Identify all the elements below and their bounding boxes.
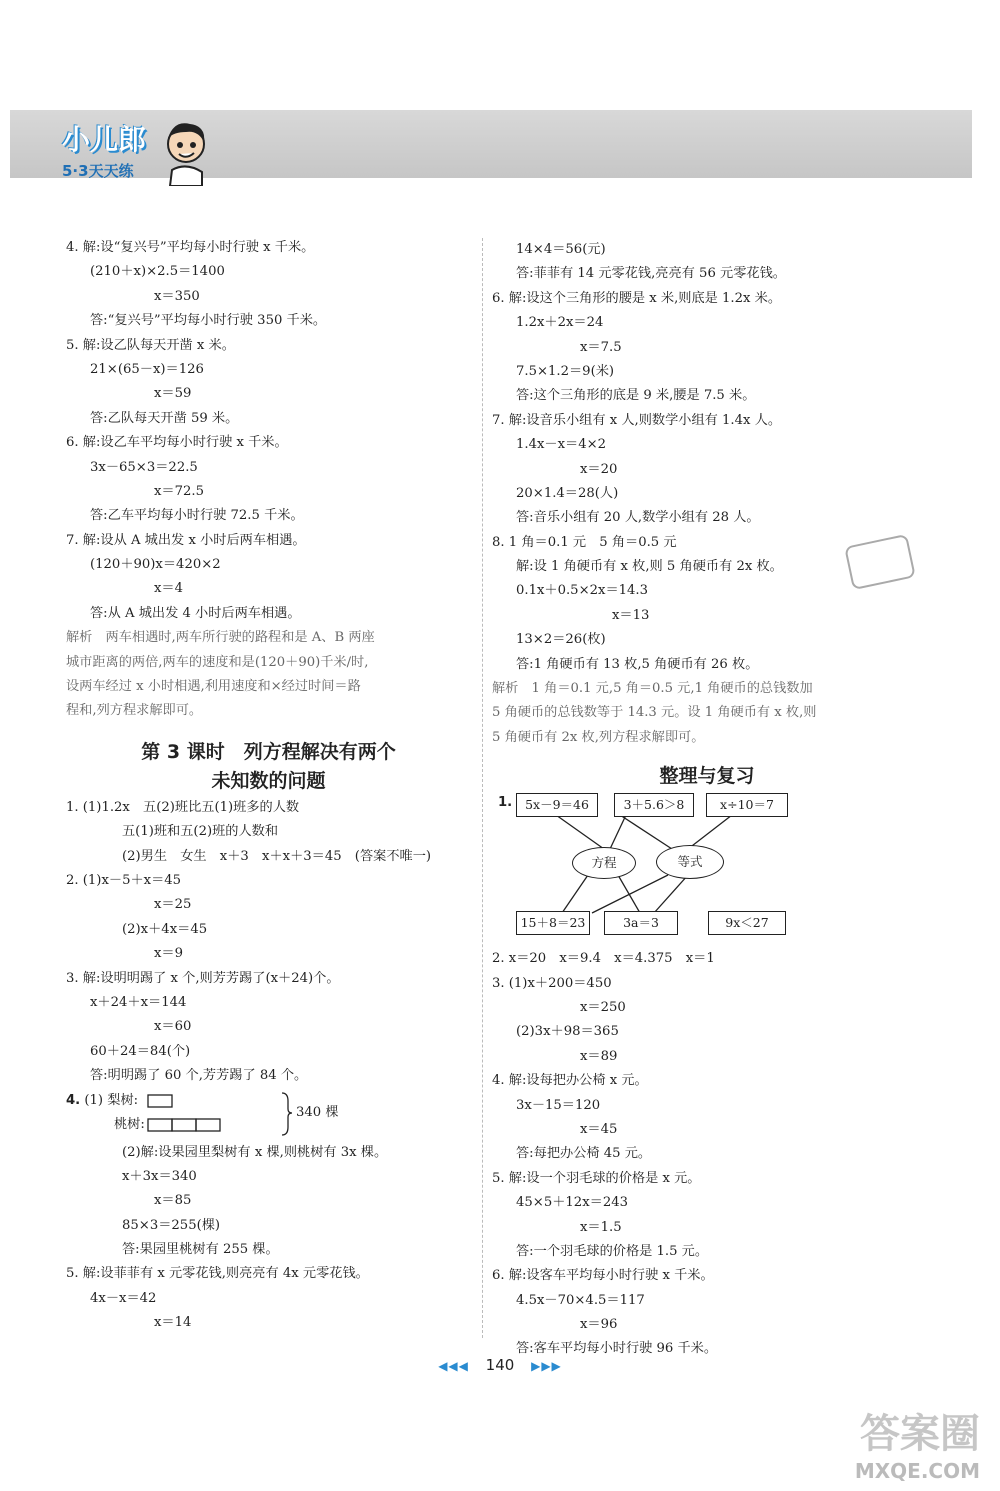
answer-line: 答:乙车平均每小时行驶 72.5 千米。: [90, 508, 304, 524]
q4-bars: [146, 1089, 296, 1141]
answer-line: 5. 解:设乙队每天开凿 x 米。: [66, 337, 235, 353]
answer-line: x＝45: [580, 1121, 618, 1137]
watermark: [855, 1402, 980, 1483]
answer-line: 答:乙队每天开凿 59 米。: [90, 410, 239, 426]
answer-line: x＝250: [580, 999, 626, 1015]
answer-line: x＝14: [154, 1315, 192, 1331]
diagram-bottom-1: 15＋8＝23: [516, 911, 590, 935]
answer-line: x＋24＋x＝144: [90, 994, 187, 1010]
answer-line: 6. 解:设乙车平均每小时行驶 x 千米。: [66, 435, 288, 451]
q4-label-pear: (1) 梨树:: [84, 1092, 139, 1108]
concept-diagram: [492, 791, 922, 947]
answer-line: x＋3x＝340: [122, 1168, 197, 1184]
answer-line: x＝20: [580, 461, 618, 477]
q4-total: 340 棵: [296, 1104, 339, 1120]
answer-line: x＝89: [580, 1048, 618, 1064]
answer-line: 程和,列方程求解即可。: [66, 703, 203, 719]
answer-line: 答:从 A 城出发 4 小时后两车相遇。: [90, 605, 301, 621]
answer-line: 答:这个三角形的底是 9 米,腰是 7.5 米。: [516, 388, 756, 404]
right-answers-a: [492, 238, 922, 750]
answer-line: 1.2x＋2x＝24: [516, 315, 604, 331]
prev-page-arrows[interactable]: ◀◀◀: [438, 1359, 469, 1373]
answer-line: 85×3＝255(棵): [122, 1217, 221, 1233]
answer-line: 3. (1)x＋200＝450: [492, 975, 612, 991]
answer-line: 城市距离的两倍,两车的速度和是(120＋90)千米/时,: [66, 654, 369, 670]
answer-line: x＝72.5: [154, 483, 204, 499]
answer-line: 五(1)班和五(2)班的人数和: [122, 824, 279, 840]
diagram-equation: 方程: [572, 847, 636, 879]
answer-line: (2)3x＋98＝365: [516, 1024, 619, 1040]
page-footer: [0, 1356, 1000, 1374]
answer-line: x＝25: [154, 897, 192, 913]
answer-line: x＝96: [580, 1317, 618, 1333]
answer-line: 0.1x＋0.5×2x＝14.3: [516, 583, 648, 599]
answer-line: 答:菲菲有 14 元零花钱,亮亮有 56 元零花钱。: [516, 266, 786, 282]
answer-line: 13×2＝26(枚): [516, 632, 606, 648]
answer-line: 3x－65×3＝22.5: [90, 459, 198, 475]
answer-line: x＝7.5: [580, 339, 622, 355]
mascot-icon: [162, 118, 210, 186]
q4-diagram: [66, 1089, 471, 1141]
lesson-heading: [66, 738, 471, 796]
answer-line: 45×5＋12x＝243: [516, 1195, 628, 1211]
answer-line: 7.5×1.2＝9(米): [516, 363, 615, 379]
answer-line: 2. x＝20 x＝9.4 x＝4.375 x＝1: [492, 951, 715, 967]
diagram-bottom-2: 3a＝3: [604, 911, 678, 935]
answer-line: (2)男生 女生 x＋3 x＋x＋3＝45 (答案不唯一): [122, 848, 432, 864]
page-number: 140: [485, 1356, 515, 1374]
answer-line: 5. 解:设菲菲有 x 元零花钱,则亮亮有 4x 元零花钱。: [66, 1266, 369, 1282]
q4-label-peach: 桃树:: [114, 1116, 145, 1132]
answer-line: (210＋x)×2.5＝1400: [90, 264, 225, 280]
diagram-equality: 等式: [656, 845, 724, 879]
answer-line: 答:音乐小组有 20 人,数学小组有 28 人。: [516, 510, 760, 526]
answer-line: x＝85: [154, 1193, 192, 1209]
answer-line: 6. 解:设这个三角形的腰是 x 米,则底是 1.2x 米。: [492, 290, 782, 306]
answer-line: 答:每把办公椅 45 元。: [516, 1146, 652, 1162]
answer-line: 解析 1 角＝0.1 元,5 角＝0.5 元,1 角硬币的总钱数加: [492, 681, 813, 697]
right-column: [492, 238, 922, 1362]
answer-line: 答:明明踢了 60 个,芳芳踢了 84 个。: [90, 1068, 308, 1084]
answer-line: 3x－15＝120: [516, 1097, 601, 1113]
diagram-top-3: x÷10＝7: [706, 793, 788, 817]
answer-line: 1.4x－x＝4×2: [516, 437, 607, 453]
answer-line: 答:“复兴号”平均每小时行驶 350 千米。: [90, 313, 327, 329]
column-divider: [482, 238, 483, 1338]
answer-line: x＝59: [154, 386, 192, 402]
q4-number: 4.: [66, 1092, 81, 1108]
answer-line: 4. 解:设“复兴号”平均每小时行驶 x 千米。: [66, 240, 315, 255]
watermark-url: MXQE.COM: [854, 1459, 980, 1483]
lesson-heading-line2: 未知数的问题: [211, 769, 326, 792]
answer-line: (2)x＋4x＝45: [122, 921, 208, 937]
answer-line: 60＋24＝84(个): [90, 1043, 191, 1059]
right-answers-b: [492, 947, 922, 1362]
answer-line: 4.5x－70×4.5＝117: [516, 1292, 645, 1308]
diagram-number: 1.: [498, 795, 513, 811]
left-column: [66, 236, 471, 1336]
answer-line: x＝1.5: [580, 1219, 622, 1235]
answer-line: 21×(65－x)＝126: [90, 361, 204, 377]
answer-line: 解析 两车相遇时,两车所行驶的路程和是 A、B 两座: [66, 630, 375, 646]
answer-line: x＝60: [154, 1019, 192, 1035]
answer-line: 20×1.4＝28(人): [516, 485, 619, 501]
answer-line: 解:设 1 角硬币有 x 枚,则 5 角硬币有 2x 枚。: [516, 559, 783, 575]
answer-line: 14×4＝56(元): [516, 242, 606, 257]
diagram-top-2: 3＋5.6＞8: [614, 793, 694, 817]
next-page-arrows[interactable]: ▶▶▶: [531, 1359, 562, 1373]
answer-line: 4x－x＝42: [90, 1290, 157, 1306]
answer-line: 设两车经过 x 小时相遇,利用速度和×经过时间＝路: [66, 679, 361, 695]
answer-line: (120＋90)x＝420×2: [90, 557, 221, 573]
watermark-title: 答案圈: [860, 1411, 980, 1457]
answer-line: 8. 1 角＝0.1 元 5 角＝0.5 元: [492, 534, 677, 550]
diagram-top-1: 5x－9＝46: [516, 793, 598, 817]
answer-line: 答:1 角硬币有 13 枚,5 角硬币有 26 枚。: [516, 656, 759, 672]
answer-line: 5. 解:设一个羽毛球的价格是 x 元。: [492, 1170, 701, 1186]
left-answers-a: [66, 236, 471, 724]
answer-line: 5 角硬币有 2x 枚,列方程求解即可。: [492, 729, 705, 745]
answer-line: 1. (1)1.2x 五(2)班比五(1)班多的人数: [66, 799, 300, 815]
answer-line: x＝4: [154, 581, 184, 597]
answer-line: 3. 解:设明明踢了 x 个,则芳芳踢了(x＋24)个。: [66, 970, 340, 986]
answer-line: 答:客车平均每小时行驶 96 千米。: [516, 1341, 718, 1357]
answer-line: 7. 解:设从 A 城出发 x 小时后两车相遇。: [66, 532, 306, 548]
answer-line: 4. 解:设每把办公椅 x 元。: [492, 1073, 648, 1089]
answer-line: x＝350: [154, 288, 200, 304]
lesson-heading-line1: 第 3 课时 列方程解决有两个: [141, 740, 396, 763]
answer-line: 答:一个羽毛球的价格是 1.5 元。: [516, 1243, 709, 1259]
answer-line: 5 角硬币的总钱数等于 14.3 元。设 1 角硬币有 x 枚,则: [492, 705, 817, 721]
answer-line: 答:果园里桃树有 255 棵。: [122, 1242, 279, 1258]
answer-line: x＝9: [154, 946, 184, 962]
diagram-bottom-3: 9x＜27: [708, 911, 786, 935]
answer-line: 7. 解:设音乐小组有 x 人,则数学小组有 1.4x 人。: [492, 412, 782, 428]
left-answers-c: [66, 1141, 471, 1336]
logo-title: 小儿郎: [62, 123, 147, 156]
answer-line: (2)解:设果园里梨树有 x 棵,则桃树有 3x 棵。: [122, 1144, 388, 1160]
review-heading: 整理与复习: [659, 765, 755, 788]
answer-line: 6. 解:设客车平均每小时行驶 x 千米。: [492, 1268, 714, 1284]
left-answers-b: [66, 796, 471, 1089]
logo-subtitle: 5·3天天练: [62, 162, 134, 180]
answer-line: x＝13: [612, 607, 650, 623]
answer-line: 2. (1)x－5＋x＝45: [66, 872, 182, 888]
